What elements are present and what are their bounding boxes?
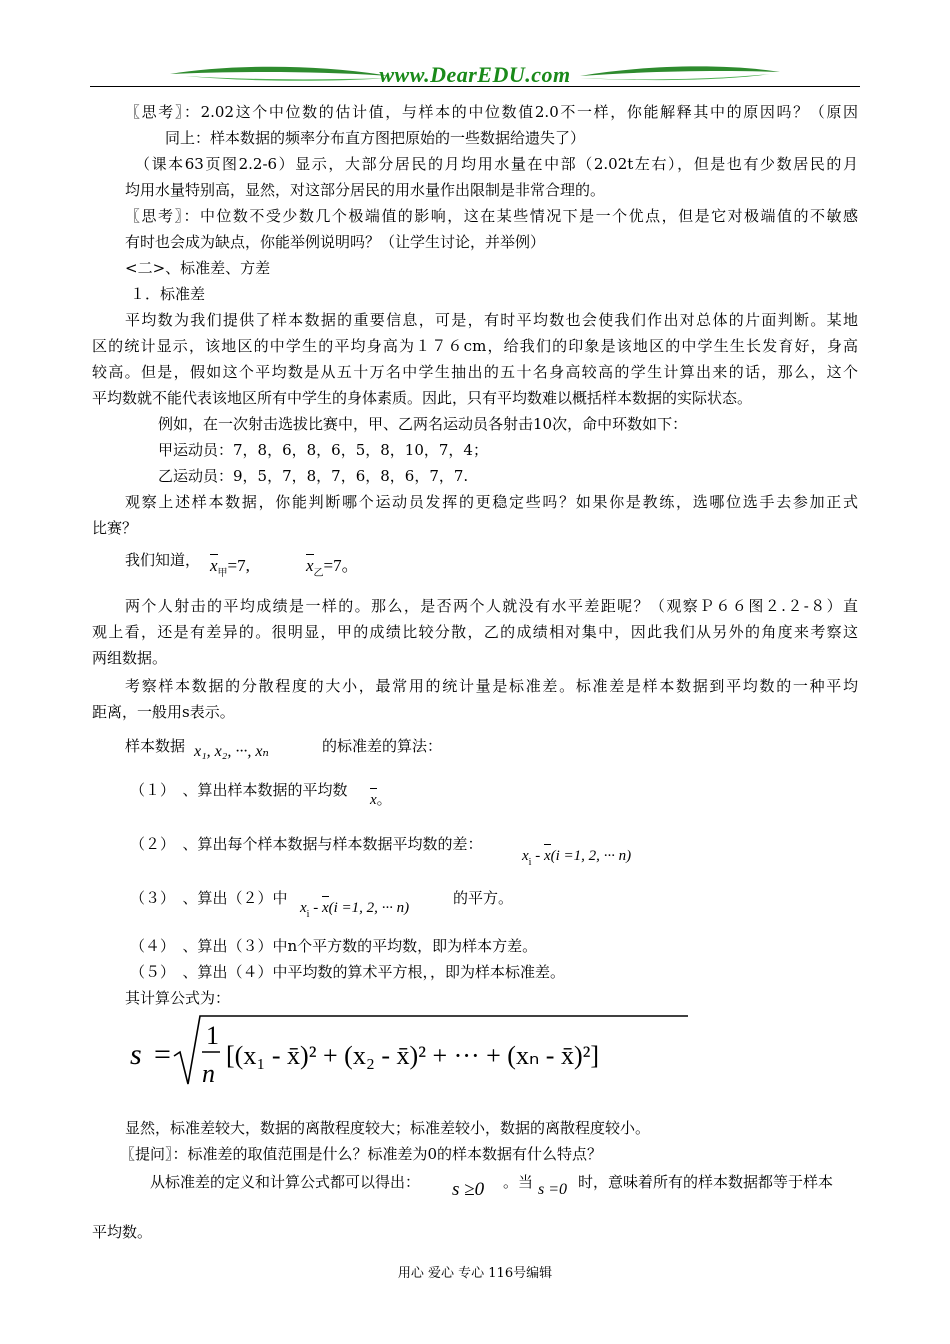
std-dev-formula [128,1012,708,1092]
paragraph-line: 均用水量特别高，显然，对这部分居民的用水量作出限制是非常合理的。 [125,181,606,199]
step-4: （４） 、算出（３）中n个平方数的平均数，即为样本方差。 [130,937,538,955]
formula-graphic [128,1012,708,1092]
formula-body: [(x₁ - x̄)² + (x₂ - x̄)² + ··· + (xₙ - x̄)²] [226,1041,600,1070]
formula-one: 1 [206,1021,219,1050]
s-zero: s =0 [538,1181,568,1198]
paragraph-line: 考察样本数据的分散程度的大小，最常用的统计量是标准差。标准差是样本数据到平均数的一种平均 [125,677,858,695]
paragraph-line: 较高。但是，假如这个平均数是从五十万名中学生抽出的五十名身高较高的学生计算出来的话，那么，这个 [92,363,858,381]
paragraph-line: 平均数为我们提供了样本数据的重要信息，可是，有时平均数也会使我们作出对总体的片面判断。某地 [125,311,858,329]
paragraph-line: 〖思考〗：2.02这个中位数的估计值，与样本的中位数值2.0不一样，你能解释其中的原因吗？（原因 [125,103,858,121]
paragraph-line: 观上看，还是有差异的。很明显，甲的成绩比较分散，乙的成绩相对集中，因此我们从另外的角度来考察这 [92,623,858,641]
paragraph-line: 时，意味着所有的样本数据都等于样本 [578,1173,834,1191]
mean-formula-yi: $x_乙=7$。 [306,556,359,579]
step-5: （５） 、算出（４）中平均数的算术平方根，，即为样本标准差。 [130,963,566,981]
paragraph-line: 比赛？ [92,519,138,537]
s-nonneg: s ≥0 [452,1179,485,1200]
data-line-yi: 乙运动员：9，5，7，8，7，6，8，6，7，7. [158,467,469,485]
sample-notation: x₁, x₂, ···, xₙ [194,743,269,760]
step-1: （１） 、算出样本数据的平均数 [130,781,348,799]
paragraph-line: 其计算公式为： [125,989,231,1007]
mean-formula-jia: $x_甲=7$, [210,556,250,579]
page-footer: 用心 爱心 专心 116号编辑 [397,1266,553,1281]
paragraph-line: 区的统计显示，该地区的中学生的平均身高为１７６cm，给我们的印象是该地区的中学生生长发育好，身高 [92,337,858,355]
paragraph-line: 样本数据 [125,737,186,755]
paragraph-line: 我们知道， [125,551,201,569]
step-3-tail: 的平方。 [453,889,514,907]
subsection-heading: １．标准差 [130,285,206,303]
data-line-jia: 甲运动员：7，8，6，8，6，5，8，10，7，4； [158,441,488,459]
paragraph-line: 显然，标准差较大，数据的离散程度较大；标准差较小，数据的离散程度较小。 [125,1119,651,1137]
formula-n: n [202,1059,215,1088]
paragraph-line: 有时也会成为缺点，你能举例说明吗？（让学生讨论，并举例） [125,233,546,251]
deviation-formula: $x_i - x(i =1$, 2, ··· n) [522,848,632,868]
paragraph-line: 从标准差的定义和计算公式都可以得出： [150,1173,421,1191]
formula-eq: = [154,1038,171,1071]
paragraph-line: 例如，在一次射击选拔比赛中，甲、乙两名运动员各射击10次，命中环数如下： [158,415,688,433]
paragraph-line: 平均数。 [92,1223,153,1241]
paragraph-line: 观察上述样本数据，你能判断哪个运动员发挥的更稳定些吗？如果你是教练，选哪位选手去参加正式 [125,493,858,511]
question-line: 〖提问〗：标准差的取值范围是什么？标准差为0的样本数据有什么特点？ [120,1145,603,1163]
paragraph-line: 同上：样本数据的频率分布直方图把原始的一些数据给遗失了） [165,129,586,147]
paragraph-line: 距离，一般用s表示。 [92,703,235,721]
formula-s: s [130,1038,142,1071]
paragraph-line: （课本63页图2.2-6）显示，大部分居民的月均用水量在中部（2.02t左右），但是也有少数居民的月 [135,155,858,173]
paragraph-line: 两个人射击的平均成绩是一样的。那么，是否两个人就没有水平差距呢？（观察Ｐ６６图２.２-８）直 [125,597,858,615]
paragraph-line: 的标准差的算法： [322,737,443,755]
site-logo-text: www.DearEDU.com [379,62,571,87]
step-2: （２） 、算出每个样本数据与样本数据平均数的差： [130,835,483,853]
paragraph-line: 〖思考〗：中位数不受少数几个极端值的影响，这在某些情况下是一个优点，但是它对极端值的不敏感 [125,207,858,225]
mean-symbol: x。 [370,792,392,808]
section-heading: <二>、标准差、方差 [125,259,271,277]
header-rule [90,86,860,87]
step-3: （３） 、算出（２）中 [130,889,288,907]
period: 。 [503,1173,519,1191]
paragraph-line: 两组数据。 [92,649,168,667]
when-word: 当 [518,1173,534,1191]
paragraph-line: 平均数就不能代表该地区所有中学生的身体素质。因此，只有平均数难以概括样本数据的实际状态。 [92,389,753,407]
deviation-formula: $x_i - x(i =1$, 2, ··· n) [300,900,410,920]
